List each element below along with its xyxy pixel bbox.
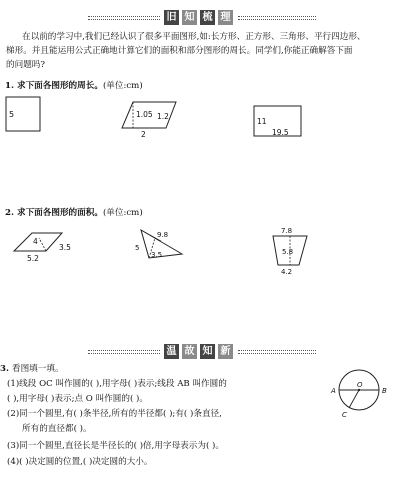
intro-line-1: 在以前的学习中,我们已经认识了很多平面图形,如:长方形、正方形、三角形、平行四边形、 bbox=[22, 32, 366, 42]
intro-line-3: 的问题吗? bbox=[6, 60, 45, 70]
q3-line-2: ( ),用字母( )表示;点 O 叫作圆的( )。 bbox=[7, 394, 148, 404]
banner2-char-4: 新 bbox=[218, 344, 233, 359]
q2-para-height-label: 4 bbox=[33, 237, 38, 246]
q2-trap-top-label: 7.8 bbox=[281, 227, 293, 235]
q3-line-5: (3)同一个圆里,直径长是半径长的( )倍,用字母表示为( )。 bbox=[7, 441, 224, 451]
q1-rect-width-label: 11 bbox=[257, 117, 267, 126]
intro-line-2: 梯形。并且能运用公式正确地计算它们的面积和部分图形的周长。同学们,你能正确解答下面 bbox=[6, 46, 353, 56]
q2-tri-height-label: 3.5 bbox=[151, 251, 163, 259]
q3-number: 3. bbox=[0, 364, 9, 374]
review-section-banner bbox=[88, 8, 318, 28]
q3-heading bbox=[0, 362, 64, 374]
q2-unit: (单位:cm) bbox=[102, 208, 143, 218]
banner2-char-1: 温 bbox=[164, 344, 179, 359]
q1-rect-length-label: 19.5 bbox=[272, 128, 289, 137]
q1-heading bbox=[5, 79, 143, 91]
banner-char-4: 理 bbox=[218, 10, 233, 25]
q3-point-o-label: O bbox=[357, 381, 363, 389]
q2-parallelogram bbox=[14, 233, 71, 263]
q1-square-side-label: 5 bbox=[9, 110, 15, 119]
q1-para-side-label: 1.2 bbox=[157, 112, 169, 121]
q3-line-6: (4)( )决定圆的位置,( )决定圆的大小。 bbox=[7, 457, 153, 467]
q3-point-c-label: C bbox=[342, 411, 347, 419]
q3-point-a-label: A bbox=[331, 387, 336, 395]
q3-line-1: (1)线段 OC 叫作圆的( ),用字母( )表示;线段 AB 叫作圆的 bbox=[7, 379, 227, 389]
banner-char-3: 梳 bbox=[200, 10, 215, 25]
q2-trap-bottom-label: 4.2 bbox=[281, 268, 293, 276]
banner2-right-dashes bbox=[238, 350, 316, 354]
banner-char-2: 知 bbox=[182, 10, 197, 25]
q1-unit: (单位:cm) bbox=[102, 81, 143, 91]
q3-circle-figure bbox=[318, 366, 404, 422]
banner2-left-dashes bbox=[88, 350, 160, 354]
banner2-char-3: 知 bbox=[200, 344, 215, 359]
q2-trapezoid bbox=[273, 227, 307, 276]
banner-left-dashes bbox=[88, 16, 160, 20]
q3-point-b-label: B bbox=[382, 387, 387, 395]
q3-text: 看图填一填。 bbox=[11, 364, 64, 374]
q2-triangle bbox=[135, 230, 182, 259]
q1-figures bbox=[0, 92, 406, 142]
q2-figures bbox=[0, 220, 406, 278]
banner-char-1: 旧 bbox=[164, 10, 179, 25]
q2-heading bbox=[5, 206, 143, 218]
q1-square bbox=[6, 97, 40, 131]
q1-text: 求下面各图形的周长。 bbox=[16, 81, 103, 91]
q2-tri-side-label: 9.8 bbox=[157, 231, 169, 239]
q2-para-base-label: 5.2 bbox=[27, 254, 39, 263]
q2-trap-height-label: 5.8 bbox=[282, 248, 294, 256]
q3-line-3: (2)同一个圆里,有( )条半径,所有的半径都( );有( )条直径, bbox=[7, 409, 222, 419]
banner-right-dashes bbox=[238, 16, 316, 20]
preview-section-banner bbox=[88, 342, 318, 362]
q1-rectangle bbox=[254, 106, 301, 137]
q1-para-base-label: 2 bbox=[141, 130, 146, 139]
q3-line-4: 所有的直径都( )。 bbox=[22, 424, 92, 434]
q2-para-side-label: 3.5 bbox=[59, 243, 71, 252]
q1-number: 1. bbox=[5, 81, 14, 91]
q1-parallelogram bbox=[122, 102, 176, 139]
q2-number: 2. bbox=[5, 208, 14, 218]
q2-tri-base-label: 5 bbox=[135, 244, 140, 252]
q1-para-height-label: 1.05 bbox=[136, 110, 153, 119]
banner2-char-2: 故 bbox=[182, 344, 197, 359]
q2-text: 求下面各图形的面积。 bbox=[16, 208, 103, 218]
